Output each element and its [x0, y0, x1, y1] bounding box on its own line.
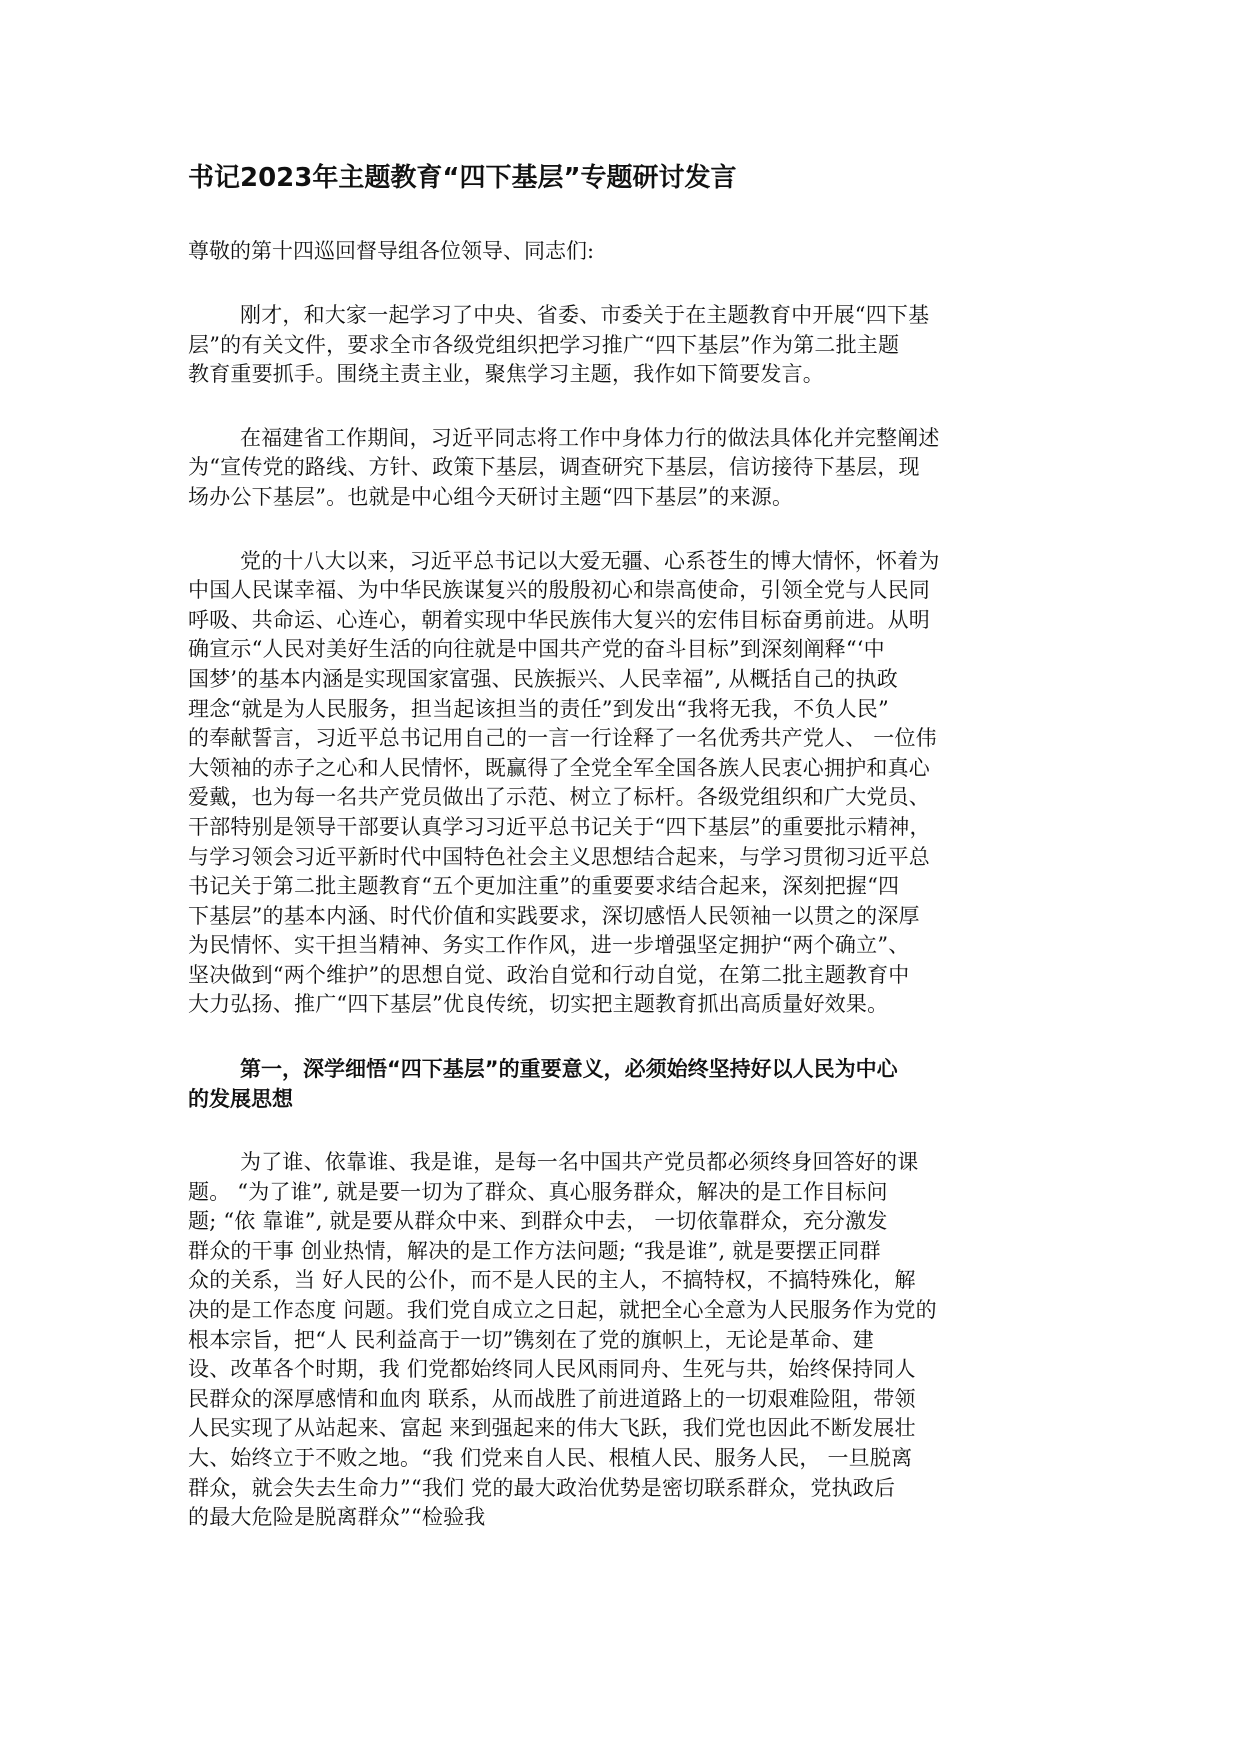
paragraph-line: 确宣示“人民对美好生活的向往就是中国共产党的奋斗目标”到深刻阐释“‘中	[188, 637, 885, 662]
paragraph-line: 国梦’的基本内涵是实现国家富强、民族振兴、人民幸福”, 从概括自己的执政	[188, 666, 898, 691]
paragraph-line: 教育重要抓手。围绕主责主业，聚焦学习主题，我作如下简要发言。	[188, 362, 824, 387]
paragraph-line: 为“宣传党的路线、方针、政策下基层，调查研究下基层，信访接待下基层，现	[188, 455, 920, 480]
paragraph-line: 下基层”的基本内涵、时代价值和实践要求，深切感悟人民领袖一以贯之的深厚	[188, 903, 920, 928]
paragraph-line: 题; “依 靠谁”, 就是要从群众中来、到群众中去， 一切依靠群众，充分激发	[188, 1209, 888, 1234]
paragraph-line: 党的十八大以来，习近平总书记以大爱无疆、心系苍生的博大情怀，怀着为	[240, 548, 940, 573]
heading-line: 第一，深学细悟“四下基层”的重要意义，必须始终坚持好以人民为中心	[240, 1057, 898, 1082]
paragraph-line: 民群众的深厚感情和血肉 联系，从而战胜了前进道路上的一切艰难险阻，带领	[188, 1386, 916, 1411]
paragraph-since-18th-congress	[188, 547, 1058, 1021]
section-heading-first	[188, 1054, 1058, 1114]
paragraph-line: 干部特别是领导干部要认真学习习近平总书记关于“四下基层”的重要批示精神，	[188, 814, 931, 839]
document-title: 书记2023年主题教育“四下基层”专题研讨发言	[188, 163, 737, 193]
paragraph-line: 书记关于第二批主题教育“五个更加注重”的重要要求结合起来，深刻把握“四	[188, 874, 900, 899]
paragraph-line: 群众，就会失去生命力”“我们 党的最大政治优势是密切联系群众，党执政后	[188, 1475, 896, 1500]
paragraph-line: 决的是工作态度 问题。我们党自成立之日起，就把全心全意为人民服务作为党的	[188, 1298, 937, 1323]
paragraph-line: 群众的干事 创业热情，解决的是工作方法问题; “我是谁”, 就是要摆正同群	[188, 1238, 881, 1263]
paragraph-line: 众的关系，当 好人民的公仆，而不是人民的主人，不搞特权，不搞特殊化，解	[188, 1268, 916, 1293]
paragraph-line: 呼吸、共命运、心连心，朝着实现中华民族伟大复兴的宏伟目标奋勇前进。从明	[188, 607, 930, 632]
paragraph-line: 大力弘扬、推广“四下基层”优良传统，切实把主题教育抓出高质量好效果。	[188, 992, 889, 1017]
paragraph-line: 大、始终立于不败之地。“我 们党来自人民、根植人民、服务人民， 一旦脱离	[188, 1446, 913, 1470]
paragraph-line: 层”的有关文件，要求全市各级党组织把学习推广“四下基层”作为第二批主题	[188, 332, 900, 357]
heading-line: 的发展思想	[188, 1087, 293, 1112]
paragraph-line: 与学习领会习近平新时代中国特色社会主义思想结合起来，与学习贯彻习近平总	[188, 844, 930, 869]
paragraph-line: 在福建省工作期间，习近平同志将工作中身体力行的做法具体化并完整阐述	[240, 425, 940, 450]
paragraph-line: 理念“就是为人民服务，担当起该担当的责任”到发出“我将无我，不负人民”	[188, 696, 889, 721]
paragraph-line: 为民情怀、实干担当精神、务实工作作风，进一步增强坚定拥护“两个确立”、	[188, 933, 910, 958]
paragraph-intro	[188, 301, 1058, 390]
paragraph-fujian	[188, 424, 1058, 513]
document-page	[188, 160, 1058, 1567]
paragraph-line: 人民实现了从站起来、富起 来到强起来的伟大飞跃，我们党也因此不断发展壮	[188, 1416, 916, 1441]
paragraph-line: 坚决做到“两个维护”的思想自觉、政治自觉和行动自觉，在第二批主题教育中	[188, 962, 910, 987]
paragraph-line: 刚才，和大家一起学习了中央、省委、市委关于在主题教育中开展“四下基	[240, 303, 930, 327]
paragraph-line: 场办公下基层”。也就是中心组今天研讨主题“四下基层”的来源。	[188, 484, 794, 509]
paragraph-for-whom	[188, 1148, 1058, 1533]
paragraph-line: 的奉献誓言，习近平总书记用自己的一言一行诠释了一名优秀共产党人、 一位伟	[188, 726, 937, 751]
paragraph-line: 根本宗旨，把“人 民利益高于一切”镌刻在了党的旗帜上，无论是革命、建	[188, 1327, 874, 1352]
paragraph-line: 爱戴，也为每一名共产党员做出了示范、树立了标杆。各级党组织和广大党员、	[188, 785, 930, 810]
paragraph-line: 题。 “为了谁”, 就是要一切为了群众、真心服务群众，解决的是工作目标问	[188, 1179, 888, 1204]
paragraph-line: 设、改革各个时期，我 们党都始终同人民风雨同舟、生死与共，始终保持同人	[188, 1357, 916, 1382]
paragraph-line: 为了谁、依靠谁、我是谁，是每一名中国共产党员都必须终身回答好的课	[240, 1150, 919, 1175]
paragraph-line: 中国人民谋幸福、为中华民族谋复兴的殷殷初心和崇高使命，引领全党与人民同	[188, 578, 930, 603]
paragraph-line: 大领袖的赤子之心和人民情怀，既赢得了全党全军全国各族人民衷心拥护和真心	[188, 755, 930, 780]
salutation: 尊敬的第十四巡回督导组各位领导、同志们:	[188, 239, 595, 263]
paragraph-line: 的最大危险是脱离群众”“检验我	[188, 1505, 486, 1530]
